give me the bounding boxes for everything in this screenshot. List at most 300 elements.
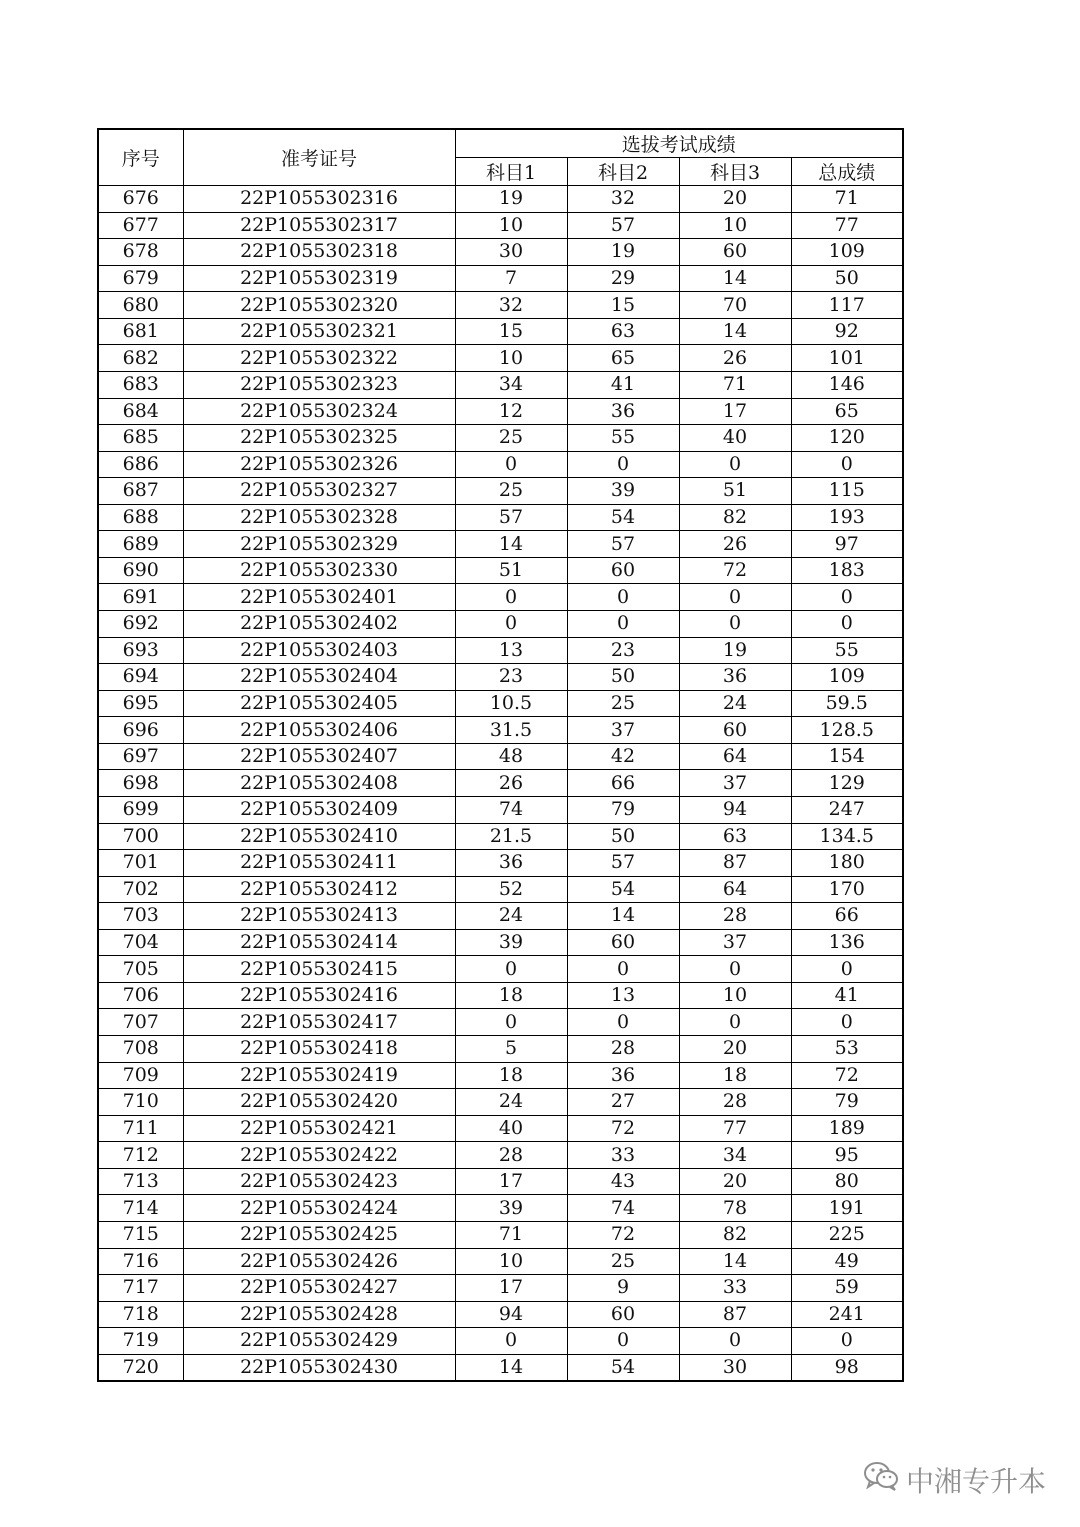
total-cell: 191 xyxy=(791,1195,903,1222)
ticket-cell: 22P1055302416 xyxy=(183,982,455,1009)
ticket-cell: 22P1055302329 xyxy=(183,531,455,558)
subject2-cell: 54 xyxy=(567,504,679,531)
table-row xyxy=(98,637,903,664)
subject1-cell: 23 xyxy=(455,664,567,691)
subject3-cell: 0 xyxy=(679,1328,791,1355)
table-row xyxy=(98,1142,903,1169)
subject3-cell: 33 xyxy=(679,1275,791,1302)
table-row xyxy=(98,1248,903,1275)
table-row xyxy=(98,425,903,452)
seq-cell: 692 xyxy=(98,611,183,638)
seq-cell: 697 xyxy=(98,743,183,770)
subject2-cell: 54 xyxy=(567,1354,679,1381)
seq-cell: 680 xyxy=(98,292,183,319)
seq-cell: 677 xyxy=(98,212,183,239)
total-cell: 0 xyxy=(791,611,903,638)
subject3-cell: 18 xyxy=(679,1062,791,1089)
total-cell: 154 xyxy=(791,743,903,770)
table-row xyxy=(98,239,903,266)
table-row xyxy=(98,292,903,319)
table-row xyxy=(98,451,903,478)
subject3-cell: 64 xyxy=(679,743,791,770)
total-cell: 98 xyxy=(791,1354,903,1381)
table-row xyxy=(98,212,903,239)
subject3-cell: 60 xyxy=(679,717,791,744)
subject3-cell: 24 xyxy=(679,690,791,717)
seq-cell: 684 xyxy=(98,398,183,425)
total-cell: 109 xyxy=(791,239,903,266)
ticket-cell: 22P1055302330 xyxy=(183,557,455,584)
subject2-cell: 0 xyxy=(567,1009,679,1036)
ticket-cell: 22P1055302328 xyxy=(183,504,455,531)
ticket-cell: 22P1055302327 xyxy=(183,478,455,505)
table-row xyxy=(98,398,903,425)
total-cell: 120 xyxy=(791,425,903,452)
total-cell: 59.5 xyxy=(791,690,903,717)
subject2-cell: 39 xyxy=(567,478,679,505)
subject1-cell: 10 xyxy=(455,1248,567,1275)
subject3-cell: 0 xyxy=(679,611,791,638)
subject1-cell: 24 xyxy=(455,903,567,930)
seq-cell: 718 xyxy=(98,1301,183,1328)
ticket-cell: 22P1055302421 xyxy=(183,1115,455,1142)
subject1-cell: 74 xyxy=(455,796,567,823)
subject3-cell: 0 xyxy=(679,451,791,478)
subject3-cell: 63 xyxy=(679,823,791,850)
ticket-cell: 22P1055302429 xyxy=(183,1328,455,1355)
seq-cell: 713 xyxy=(98,1168,183,1195)
subject3-cell: 40 xyxy=(679,425,791,452)
watermark-text: 中湘专升本 xyxy=(906,1464,1047,1498)
subject3-cell: 60 xyxy=(679,239,791,266)
subject3-cell: 64 xyxy=(679,876,791,903)
subject2-cell: 57 xyxy=(567,212,679,239)
subject3-cell: 26 xyxy=(679,531,791,558)
subject3-cell: 0 xyxy=(679,1009,791,1036)
subject1-cell: 17 xyxy=(455,1168,567,1195)
table-row xyxy=(98,876,903,903)
ticket-cell: 22P1055302402 xyxy=(183,611,455,638)
seq-cell: 716 xyxy=(98,1248,183,1275)
subject2-cell: 72 xyxy=(567,1115,679,1142)
subject2-cell: 43 xyxy=(567,1168,679,1195)
subject2-cell: 0 xyxy=(567,611,679,638)
ticket-cell: 22P1055302405 xyxy=(183,690,455,717)
subject3-cell: 26 xyxy=(679,345,791,372)
seq-cell: 700 xyxy=(98,823,183,850)
subject1-cell: 94 xyxy=(455,1301,567,1328)
seq-cell: 681 xyxy=(98,318,183,345)
subject2-cell: 25 xyxy=(567,690,679,717)
subject2-cell: 19 xyxy=(567,239,679,266)
ticket-cell: 22P1055302425 xyxy=(183,1221,455,1248)
ticket-cell: 22P1055302430 xyxy=(183,1354,455,1381)
subject1-cell: 39 xyxy=(455,1195,567,1222)
subject1-cell: 14 xyxy=(455,531,567,558)
seq-cell: 708 xyxy=(98,1036,183,1063)
total-cell: 129 xyxy=(791,770,903,797)
total-cell: 0 xyxy=(791,584,903,611)
table-row xyxy=(98,1328,903,1355)
subject3-cell: 20 xyxy=(679,1036,791,1063)
subject1-cell: 71 xyxy=(455,1221,567,1248)
seq-cell: 688 xyxy=(98,504,183,531)
subject1-cell: 21.5 xyxy=(455,823,567,850)
table-row xyxy=(98,1115,903,1142)
ticket-cell: 22P1055302324 xyxy=(183,398,455,425)
ticket-cell: 22P1055302322 xyxy=(183,345,455,372)
subject3-cell: 14 xyxy=(679,265,791,292)
subject1-cell: 48 xyxy=(455,743,567,770)
ticket-cell: 22P1055302423 xyxy=(183,1168,455,1195)
subject3-cell: 14 xyxy=(679,1248,791,1275)
subject1-cell: 18 xyxy=(455,982,567,1009)
table-row xyxy=(98,265,903,292)
seq-cell: 719 xyxy=(98,1328,183,1355)
total-cell: 59 xyxy=(791,1275,903,1302)
total-cell: 170 xyxy=(791,876,903,903)
subject1-cell: 14 xyxy=(455,1354,567,1381)
watermark xyxy=(862,1459,1046,1500)
subject1-cell: 28 xyxy=(455,1142,567,1169)
seq-cell: 685 xyxy=(98,425,183,452)
seq-cell: 703 xyxy=(98,903,183,930)
subject1-cell: 31.5 xyxy=(455,717,567,744)
subject3-cell: 94 xyxy=(679,796,791,823)
subject1-cell: 0 xyxy=(455,451,567,478)
subject2-cell: 0 xyxy=(567,584,679,611)
ticket-cell: 22P1055302321 xyxy=(183,318,455,345)
total-cell: 95 xyxy=(791,1142,903,1169)
subject1-cell: 0 xyxy=(455,584,567,611)
subject3-cell: 37 xyxy=(679,929,791,956)
subject2-cell: 37 xyxy=(567,717,679,744)
subject3-cell: 10 xyxy=(679,212,791,239)
total-cell: 53 xyxy=(791,1036,903,1063)
header-subject1: 科目1 xyxy=(455,158,567,186)
subject1-cell: 0 xyxy=(455,956,567,983)
table-row xyxy=(98,1089,903,1116)
ticket-cell: 22P1055302403 xyxy=(183,637,455,664)
seq-cell: 707 xyxy=(98,1009,183,1036)
subject2-cell: 74 xyxy=(567,1195,679,1222)
subject2-cell: 0 xyxy=(567,1328,679,1355)
subject2-cell: 32 xyxy=(567,186,679,213)
ticket-cell: 22P1055302406 xyxy=(183,717,455,744)
subject2-cell: 41 xyxy=(567,371,679,398)
table-row xyxy=(98,1009,903,1036)
subject1-cell: 5 xyxy=(455,1036,567,1063)
subject3-cell: 19 xyxy=(679,637,791,664)
seq-cell: 698 xyxy=(98,770,183,797)
ticket-cell: 22P1055302412 xyxy=(183,876,455,903)
subject3-cell: 28 xyxy=(679,1089,791,1116)
total-cell: 247 xyxy=(791,796,903,823)
subject2-cell: 9 xyxy=(567,1275,679,1302)
subject1-cell: 13 xyxy=(455,637,567,664)
total-cell: 55 xyxy=(791,637,903,664)
seq-cell: 696 xyxy=(98,717,183,744)
subject2-cell: 60 xyxy=(567,557,679,584)
subject2-cell: 50 xyxy=(567,823,679,850)
table-row xyxy=(98,850,903,877)
subject1-cell: 10 xyxy=(455,212,567,239)
total-cell: 180 xyxy=(791,850,903,877)
total-cell: 183 xyxy=(791,557,903,584)
ticket-cell: 22P1055302418 xyxy=(183,1036,455,1063)
table-row xyxy=(98,504,903,531)
total-cell: 0 xyxy=(791,1328,903,1355)
table-row xyxy=(98,1062,903,1089)
total-cell: 134.5 xyxy=(791,823,903,850)
header-seq: 序号 xyxy=(98,129,183,186)
seq-cell: 702 xyxy=(98,876,183,903)
table-row xyxy=(98,1301,903,1328)
seq-cell: 710 xyxy=(98,1089,183,1116)
subject1-cell: 0 xyxy=(455,1009,567,1036)
subject3-cell: 70 xyxy=(679,292,791,319)
seq-cell: 705 xyxy=(98,956,183,983)
subject2-cell: 60 xyxy=(567,1301,679,1328)
table-row xyxy=(98,1168,903,1195)
subject3-cell: 0 xyxy=(679,956,791,983)
subject3-cell: 51 xyxy=(679,478,791,505)
table-row xyxy=(98,982,903,1009)
seq-cell: 699 xyxy=(98,796,183,823)
subject2-cell: 72 xyxy=(567,1221,679,1248)
total-cell: 241 xyxy=(791,1301,903,1328)
seq-cell: 704 xyxy=(98,929,183,956)
total-cell: 128.5 xyxy=(791,717,903,744)
seq-cell: 701 xyxy=(98,850,183,877)
total-cell: 101 xyxy=(791,345,903,372)
ticket-cell: 22P1055302319 xyxy=(183,265,455,292)
seq-cell: 686 xyxy=(98,451,183,478)
table-row xyxy=(98,1275,903,1302)
subject1-cell: 7 xyxy=(455,265,567,292)
ticket-cell: 22P1055302407 xyxy=(183,743,455,770)
table-row xyxy=(98,611,903,638)
subject2-cell: 50 xyxy=(567,664,679,691)
subject3-cell: 82 xyxy=(679,504,791,531)
table-row xyxy=(98,664,903,691)
total-cell: 136 xyxy=(791,929,903,956)
subject2-cell: 57 xyxy=(567,531,679,558)
subject3-cell: 78 xyxy=(679,1195,791,1222)
total-cell: 109 xyxy=(791,664,903,691)
total-cell: 80 xyxy=(791,1168,903,1195)
subject2-cell: 66 xyxy=(567,770,679,797)
subject3-cell: 87 xyxy=(679,850,791,877)
total-cell: 146 xyxy=(791,371,903,398)
table-row xyxy=(98,956,903,983)
seq-cell: 715 xyxy=(98,1221,183,1248)
total-cell: 79 xyxy=(791,1089,903,1116)
seq-cell: 690 xyxy=(98,557,183,584)
ticket-cell: 22P1055302316 xyxy=(183,186,455,213)
subject1-cell: 30 xyxy=(455,239,567,266)
ticket-cell: 22P1055302317 xyxy=(183,212,455,239)
score-body xyxy=(98,186,903,1382)
ticket-cell: 22P1055302409 xyxy=(183,796,455,823)
subject2-cell: 25 xyxy=(567,1248,679,1275)
ticket-cell: 22P1055302325 xyxy=(183,425,455,452)
table-row xyxy=(98,531,903,558)
subject1-cell: 39 xyxy=(455,929,567,956)
header-row xyxy=(98,129,903,158)
seq-cell: 678 xyxy=(98,239,183,266)
table-row xyxy=(98,1195,903,1222)
seq-cell: 712 xyxy=(98,1142,183,1169)
ticket-cell: 22P1055302427 xyxy=(183,1275,455,1302)
table-row xyxy=(98,796,903,823)
ticket-cell: 22P1055302323 xyxy=(183,371,455,398)
subject2-cell: 27 xyxy=(567,1089,679,1116)
ticket-cell: 22P1055302415 xyxy=(183,956,455,983)
subject2-cell: 57 xyxy=(567,850,679,877)
total-cell: 0 xyxy=(791,451,903,478)
header-total: 总成绩 xyxy=(791,158,903,186)
seq-cell: 676 xyxy=(98,186,183,213)
seq-cell: 695 xyxy=(98,690,183,717)
subject1-cell: 34 xyxy=(455,371,567,398)
total-cell: 0 xyxy=(791,956,903,983)
table-row xyxy=(98,1221,903,1248)
subject1-cell: 40 xyxy=(455,1115,567,1142)
subject2-cell: 15 xyxy=(567,292,679,319)
total-cell: 65 xyxy=(791,398,903,425)
score-table xyxy=(97,128,904,1382)
subject3-cell: 71 xyxy=(679,371,791,398)
ticket-cell: 22P1055302420 xyxy=(183,1089,455,1116)
subject3-cell: 10 xyxy=(679,982,791,1009)
subject1-cell: 57 xyxy=(455,504,567,531)
header-group: 选拔考试成绩 xyxy=(455,129,903,158)
subject2-cell: 33 xyxy=(567,1142,679,1169)
ticket-cell: 22P1055302404 xyxy=(183,664,455,691)
subject2-cell: 13 xyxy=(567,982,679,1009)
ticket-cell: 22P1055302413 xyxy=(183,903,455,930)
subject1-cell: 19 xyxy=(455,186,567,213)
total-cell: 97 xyxy=(791,531,903,558)
subject2-cell: 0 xyxy=(567,956,679,983)
subject3-cell: 37 xyxy=(679,770,791,797)
table-row xyxy=(98,743,903,770)
subject2-cell: 29 xyxy=(567,265,679,292)
subject3-cell: 28 xyxy=(679,903,791,930)
subject2-cell: 23 xyxy=(567,637,679,664)
table-row xyxy=(98,318,903,345)
ticket-cell: 22P1055302401 xyxy=(183,584,455,611)
subject1-cell: 10.5 xyxy=(455,690,567,717)
subject1-cell: 15 xyxy=(455,318,567,345)
subject3-cell: 20 xyxy=(679,1168,791,1195)
seq-cell: 694 xyxy=(98,664,183,691)
subject1-cell: 10 xyxy=(455,345,567,372)
table-row xyxy=(98,690,903,717)
subject2-cell: 36 xyxy=(567,1062,679,1089)
ticket-cell: 22P1055302426 xyxy=(183,1248,455,1275)
table-row xyxy=(98,371,903,398)
subject2-cell: 63 xyxy=(567,318,679,345)
seq-cell: 717 xyxy=(98,1275,183,1302)
subject2-cell: 0 xyxy=(567,451,679,478)
header-subject2: 科目2 xyxy=(567,158,679,186)
table-row xyxy=(98,1036,903,1063)
ticket-cell: 22P1055302414 xyxy=(183,929,455,956)
table-row xyxy=(98,717,903,744)
total-cell: 41 xyxy=(791,982,903,1009)
header-ticket: 准考证号 xyxy=(183,129,455,186)
total-cell: 92 xyxy=(791,318,903,345)
subject1-cell: 36 xyxy=(455,850,567,877)
subject2-cell: 14 xyxy=(567,903,679,930)
ticket-cell: 22P1055302417 xyxy=(183,1009,455,1036)
table-row xyxy=(98,478,903,505)
ticket-cell: 22P1055302422 xyxy=(183,1142,455,1169)
subject1-cell: 51 xyxy=(455,557,567,584)
ticket-cell: 22P1055302410 xyxy=(183,823,455,850)
ticket-cell: 22P1055302326 xyxy=(183,451,455,478)
subject3-cell: 20 xyxy=(679,186,791,213)
subject3-cell: 34 xyxy=(679,1142,791,1169)
subject3-cell: 87 xyxy=(679,1301,791,1328)
subject3-cell: 17 xyxy=(679,398,791,425)
ticket-cell: 22P1055302424 xyxy=(183,1195,455,1222)
subject2-cell: 28 xyxy=(567,1036,679,1063)
subject1-cell: 0 xyxy=(455,1328,567,1355)
subject1-cell: 32 xyxy=(455,292,567,319)
subject1-cell: 0 xyxy=(455,611,567,638)
seq-cell: 711 xyxy=(98,1115,183,1142)
table-row xyxy=(98,345,903,372)
wechat-icon xyxy=(862,1459,900,1500)
table-row xyxy=(98,929,903,956)
total-cell: 0 xyxy=(791,1009,903,1036)
total-cell: 115 xyxy=(791,478,903,505)
subject1-cell: 26 xyxy=(455,770,567,797)
header-subject3: 科目3 xyxy=(679,158,791,186)
total-cell: 72 xyxy=(791,1062,903,1089)
table-row xyxy=(98,584,903,611)
subject3-cell: 14 xyxy=(679,318,791,345)
total-cell: 117 xyxy=(791,292,903,319)
subject1-cell: 25 xyxy=(455,425,567,452)
ticket-cell: 22P1055302428 xyxy=(183,1301,455,1328)
subject1-cell: 12 xyxy=(455,398,567,425)
subject1-cell: 52 xyxy=(455,876,567,903)
table-row xyxy=(98,186,903,213)
table-row xyxy=(98,1354,903,1381)
seq-cell: 714 xyxy=(98,1195,183,1222)
subject2-cell: 54 xyxy=(567,876,679,903)
table-row xyxy=(98,903,903,930)
subject3-cell: 30 xyxy=(679,1354,791,1381)
subject3-cell: 36 xyxy=(679,664,791,691)
subject1-cell: 17 xyxy=(455,1275,567,1302)
seq-cell: 683 xyxy=(98,371,183,398)
subject1-cell: 24 xyxy=(455,1089,567,1116)
subject1-cell: 18 xyxy=(455,1062,567,1089)
seq-cell: 693 xyxy=(98,637,183,664)
ticket-cell: 22P1055302419 xyxy=(183,1062,455,1089)
seq-cell: 682 xyxy=(98,345,183,372)
subject2-cell: 42 xyxy=(567,743,679,770)
ticket-cell: 22P1055302320 xyxy=(183,292,455,319)
subject3-cell: 77 xyxy=(679,1115,791,1142)
subject2-cell: 79 xyxy=(567,796,679,823)
subject3-cell: 82 xyxy=(679,1221,791,1248)
